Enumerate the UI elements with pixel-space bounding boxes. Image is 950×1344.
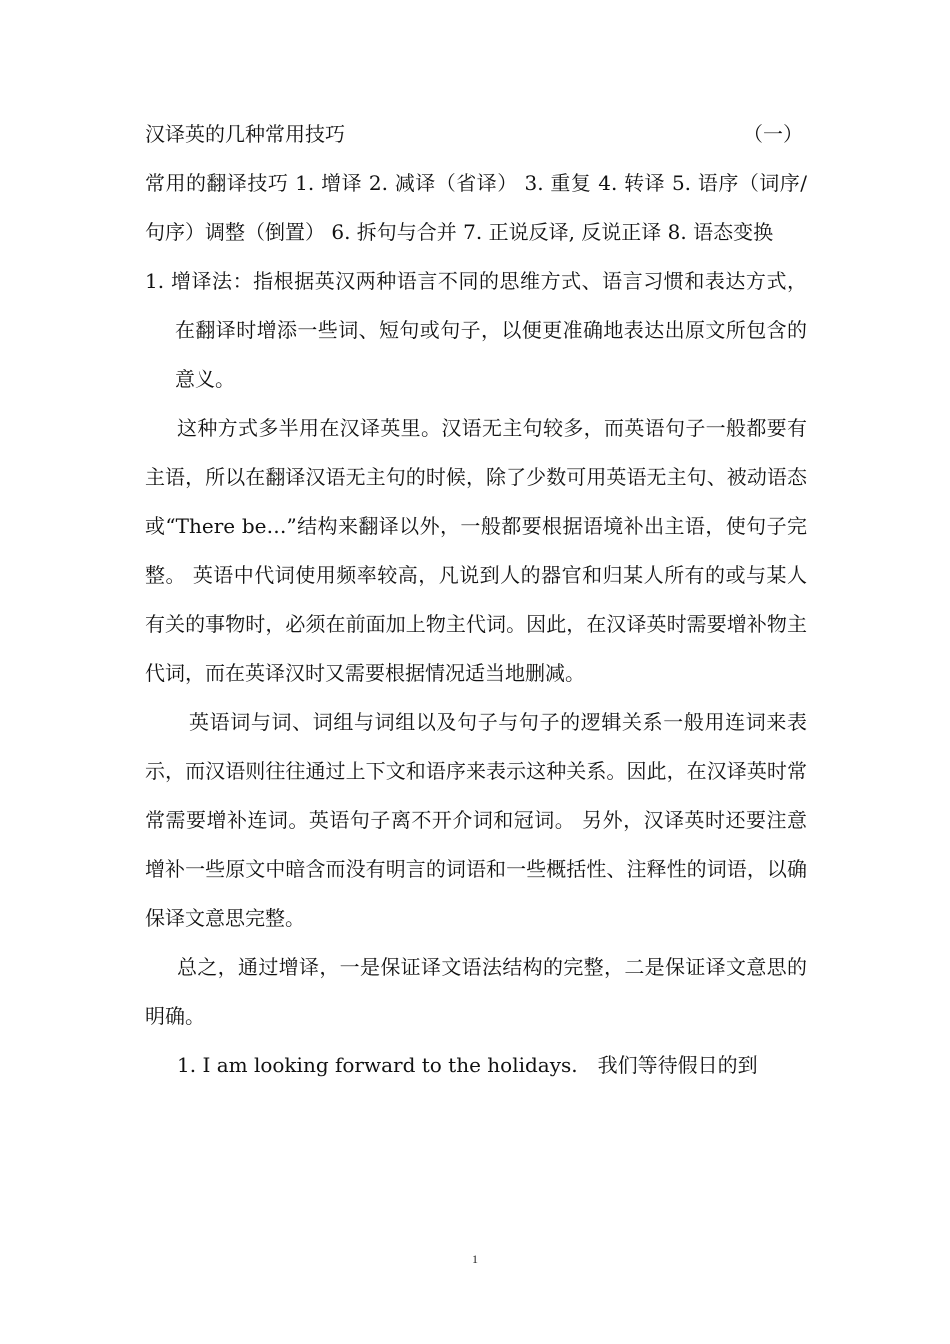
title-number: （一）	[743, 122, 803, 146]
conjunction-paragraph: 英语词与词、词组与词组以及句子与句子的逻辑关系一般用连词来表示，而汉语则往往通过上下文和语序来表示这种关系。因此，在汉译英时常常需要增补连词。英语句子离不开介词和冠词。 另外，汉译英时还要注意增补一些原文中暗含而没有明言的词语和一些概括性、注释性的词语，以确保译文意思完整。	[145, 710, 807, 930]
amplification-usage-paragraph: 这种方式多半用在汉译英里。汉语无主句较多，而英语句子一般都要有主语，所以在翻译汉语无主句的时候，除了少数可用英语无主句、被动语态或“There be…”结构来翻译以外，一般都要根据语境补出主语，使句子完整。 英语中代词使用频率较高，凡说到人的器官和归某人所有的或与某人有关的事物时，必须在前面加上物主代词。因此，在汉译英时需要增补物主代词，而在英译汉时又需要根据情况适当地删减。	[145, 416, 807, 685]
amplification-definition-paragraph: 1. 增译法：指根据英汉两种语言不同的思维方式、语言习惯和表达方式，在翻译时增添一些词、短句或句子，以便更准确地表达出原文所包含的意义。	[145, 269, 807, 391]
example-sentence: 1. I am looking forward to the holidays. 我们等待假日的到	[177, 1053, 758, 1077]
page-number: 1	[472, 1252, 478, 1266]
title-line	[145, 110, 807, 159]
document-title: 汉译英的几种常用技巧	[145, 122, 345, 146]
summary-paragraph: 总之，通过增译，一是保证译文语法结构的完整，二是保证译文意思的明确。	[145, 955, 807, 1028]
techniques-list-paragraph: 常用的翻译技巧 1. 增译 2. 减译（省译） 3. 重复 4. 转译 5. 语序（词序/句序）调整（倒置） 6. 拆句与合并 7. 正说反译, 反说正译 8. 语态变换	[145, 171, 807, 244]
document-page	[145, 110, 807, 1090]
